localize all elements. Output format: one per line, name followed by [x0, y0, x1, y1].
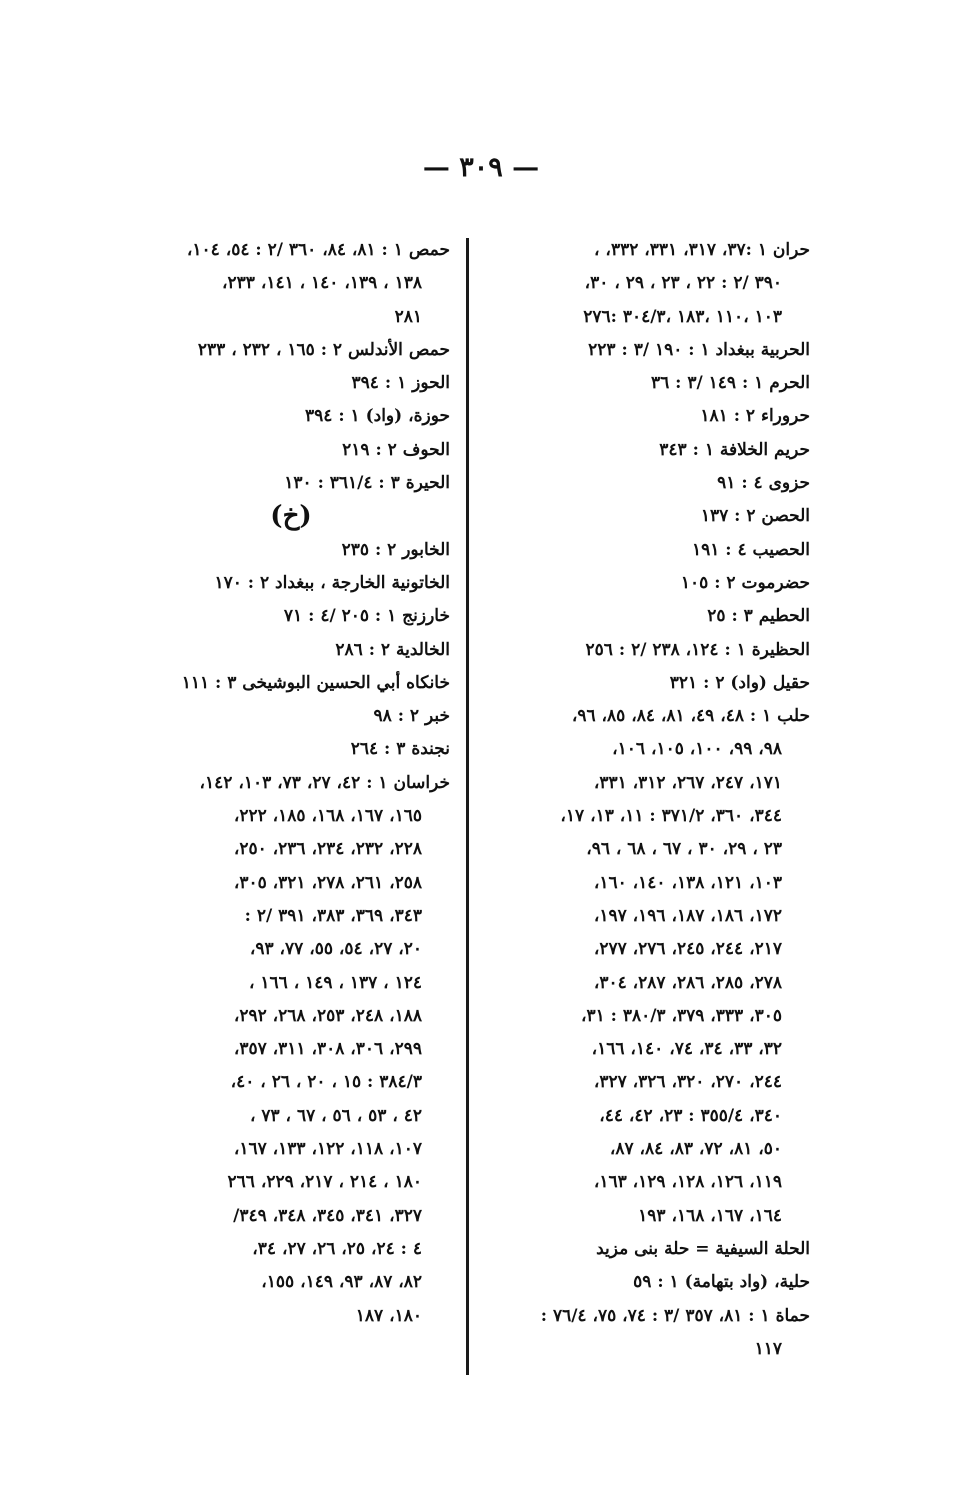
index-entry-line: الحلة السيفية = حلة بنى مزيد [596, 1238, 810, 1259]
index-entry-line: الخابور ٢ : ٢٣٥ [341, 539, 450, 560]
index-entry-line: ٢٤٤، ٢٧٠، ٣٢٠، ٣٢٦، ٣٢٧، [593, 1072, 782, 1093]
index-entry-line: ٢٥٨، ٢٦١، ٢٧٨، ٣٢١، ٣٠٥، [233, 872, 422, 893]
index-entry-line: ١٧١، ٢٤٧، ٢٦٧، ٣١٢، ٣٣١، [593, 772, 782, 793]
index-entry-line: ٥٠، ٨١، ٧٢، ٨٣، ٨٤، ٨٧، [609, 1139, 782, 1160]
index-entry-line: الحطيم ٣ : ٢٥ [707, 606, 810, 627]
index-entry-line: الحصيب ٤ : ١٩١ [691, 539, 810, 560]
index-column-left [132, 234, 450, 1333]
index-entry-line: ٣٢، ٣٣، ٣٤، ٧٤، ١٤٠، ١٦٦، [591, 1039, 782, 1060]
index-entry-line: الحظيرة ١ : ١٢٤، ٢٣٨ /٢ : ٢٥٦ [585, 639, 810, 660]
index-entry-line: ٣٠٥، ٣٣٣، ٣٧٩، ٣٨٠/٣ : ٣١، [580, 1005, 782, 1026]
index-entry-line: الخالدية ٢ : ٢٨٦ [335, 639, 450, 660]
index-entry-line: خبر ٢ : ٩٨ [373, 706, 450, 727]
index-entry-line: ١٦٤، ١٦٧، ١٦٨، ١٩٣ [638, 1205, 782, 1226]
index-entry-line: حلب ١ : ٤٨، ٤٩، ٨١، ٨٤، ٨٥، ٩٦، [571, 706, 810, 727]
index-entry-line: ١٠٣ ،١١٠ ،١٨٣ ،٣٠٤/٣ :٢٧٦ [583, 306, 782, 327]
index-entry-line: الحرم ١ : ١٤٩ /٣ : ٣٦ [650, 373, 810, 394]
index-entry-line: حلية، (واد بتهامة) ١ : ٥٩ [633, 1272, 810, 1293]
index-column-right [492, 234, 810, 1366]
index-entry-line: حريم الخلافة ١ : ٣٤٣ [659, 439, 810, 460]
index-entry-line: الحربية ببغداد ١ : ١٩٠ /٣ : ٢٢٣ [588, 339, 810, 360]
index-entry-line: خراسان ١ : ٤٢، ٢٧، ٧٣، ١٠٣، ١٤٢، [199, 772, 450, 793]
index-entry-line: ٢٧٨، ٢٨٥، ٢٨٦، ٢٨٧، ٣٠٤، [593, 972, 782, 993]
page-number: — ٣٠٩ — [422, 152, 540, 183]
index-entry-line: الحيرة ٣ : ٣٦١/٤ : ١٣٠ [284, 473, 450, 494]
index-entry-line: ٣٤٠، ٣٥٥/٤ : ٢٣، ٤٢، ٤٤، [599, 1105, 782, 1126]
index-entry-line: الحوز ١ : ٣٩٤ [351, 373, 450, 394]
index-entry-line: حران ١ :٣٧، ٣١٧، ٣٣١، ٣٣٢، ، [594, 240, 810, 260]
index-entry-line: ٤ : ٢٤، ٢٥، ٢٦، ٢٧، ٣٤، [252, 1238, 422, 1259]
index-entry-line: الخاتونية الخارجة ، ببغداد ٢ : ١٧٠ [214, 572, 450, 593]
index-entry-line: حمص الأندلس ٢ : ١٦٥ ، ٢٣٢ ، ٢٣٣ [197, 339, 450, 360]
index-entry-line: حوزة، (واد) ١ : ٣٩٤ [305, 406, 450, 427]
index-entry-line: ١٠٧، ١١٨، ١٢٢، ١٣٣، ١٦٧، [233, 1139, 422, 1160]
index-entry-line: ٣٤٣، ٣٦٩، ٣٨٣، ٣٩١ /٢ : [244, 905, 422, 926]
index-entry-line: ٢١٧، ٢٤٤، ٢٤٥، ٢٧٦، ٢٧٧، [593, 939, 782, 960]
column-divider [466, 238, 469, 1375]
section-letter-heading: (خ) [270, 501, 312, 532]
index-entry-line: ٢٣ ، ٢٩، ٣٠ ، ٦٧ ، ٦٨ ، ٩٦، [586, 839, 782, 860]
index-entry-line: حضرموت ٢ : ١٠٥ [680, 572, 810, 593]
index-entry-line: ١٨٠، ١٨٧ [355, 1305, 422, 1326]
index-entry-line: ٢٩٩، ٣٠٦، ٣٠٨، ٣١١، ٣٥٧، [233, 1039, 422, 1060]
index-entry-line: حماة ١ : ٨١، ٣٥٧ /٣ : ٧٤، ٧٥، ٧٦/٤ : [540, 1305, 810, 1326]
index-entry-line: حمص ١ : ٨١، ٨٤، ٣٦٠ /٢ : ٥٤، ١٠٤، [186, 240, 450, 260]
index-entry-line: ٢٢٨، ٢٣٢، ٢٣٤، ٢٣٦، ٢٥٠، [233, 839, 422, 860]
index-entry-line: نجندة ٣ : ٢٦٤ [350, 739, 450, 760]
index-entry-line: ٢٨١ [394, 306, 422, 327]
index-entry-line: ١١٩، ١٢٦، ١٢٨، ١٢٩، ١٦٣، [593, 1172, 782, 1193]
index-entry-line: ٣٨٤/٣ : ١٥ ، ٢٠ ، ٢٦ ، ٤٠، [230, 1072, 422, 1093]
index-entry-line: حقيل (واد) ٢ : ٣٢١ [669, 672, 810, 693]
index-entry-line: ٩٨، ٩٩، ١٠٠، ١٠٥، ١٠٦، [612, 739, 782, 760]
index-entry-line: ١٢٤ ، ١٣٧ ، ١٤٩ ، ١٦٦ ، [248, 972, 422, 993]
index-entry-line: ٣٤٤، ٣٦٠، ٣٧١/٢ : ١١، ١٣، ١٧، [560, 806, 782, 827]
index-entry-line: ١٠٣، ١٢١، ١٣٨، ١٤٠، ١٦٠، [593, 872, 782, 893]
index-entry-line: ٨٢، ٨٧، ٩٣، ١٤٩، ١٥٥، [261, 1272, 422, 1293]
index-entry-line: الحصن ٢ : ١٣٧ [700, 506, 810, 527]
index-entry-line: ١٨٠ ، ٢١٤ ، ٢١٧، ٢٢٩، ٢٦٦ [227, 1172, 422, 1193]
index-entry-line: خانكاه أبي الحسين البوشيخى ٣ : ١١١ [181, 672, 450, 693]
index-entry-line: الحوف ٢ : ٢١٩ [342, 439, 450, 460]
index-entry-line: خارزنج ١ : ٢٠٥ /٤ : ٧١ [283, 606, 450, 627]
index-entry-line: ١٧٢، ١٨٦، ١٨٧، ١٩٦، ١٩٧، [593, 905, 782, 926]
index-entry-line: حروراء ٢ : ١٨١ [700, 406, 810, 427]
index-entry-line: ٣٢٧، ٣٤١، ٣٤٥، ٣٤٨، ٣٤٩/ [233, 1205, 422, 1226]
index-entry-line: ١١٧ [754, 1338, 782, 1359]
index-entry-line: ٤٢ ، ٥٣ ، ٥٦ ، ٦٧ ، ٧٣ ، [249, 1105, 422, 1126]
index-entry-line: ١٦٥، ١٦٧، ١٦٨، ١٨٥، ٢٢٢، [233, 806, 422, 827]
index-entry-line: ٣٩٠ /٢ : ٢٢ ، ٢٣ ، ٢٩ ، ٣٠، [584, 273, 782, 294]
index-entry-line: ٢٠، ٢٧، ٥٤، ٥٥، ٧٧، ٩٣، [249, 939, 422, 960]
index-entry-line: ١٨٨، ٢٤٨، ٢٥٣، ٢٦٨، ٢٩٢، [233, 1005, 422, 1026]
index-entry-line: ١٣٨ ، ١٣٩، ١٤٠ ، ١٤١، ٢٣٣، [222, 273, 422, 294]
index-entry-line: حزوى ٤ : ٩١ [717, 473, 810, 494]
